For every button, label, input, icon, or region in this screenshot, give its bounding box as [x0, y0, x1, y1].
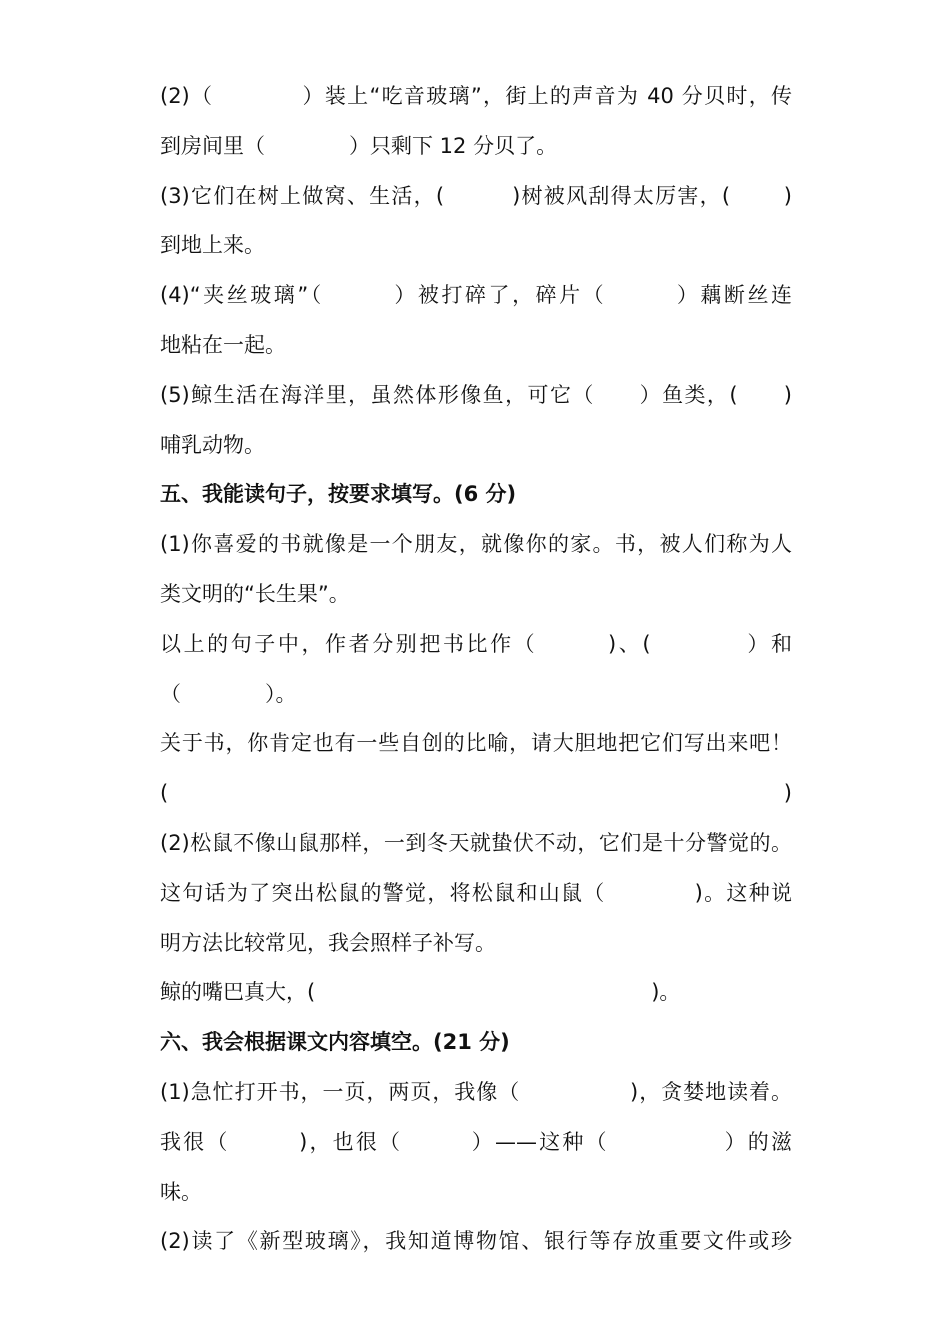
text-line — [160, 968, 792, 1018]
text-line — [160, 271, 792, 321]
line-text: ( ) — [160, 781, 792, 806]
line-text: 到房间里（ ）只剩下 12 分贝了。 — [160, 133, 558, 158]
text-line — [160, 819, 792, 869]
worksheet-page — [160, 72, 792, 1267]
line-text: 哺乳动物。 — [160, 432, 265, 457]
text-line — [160, 1217, 792, 1267]
line-text: (2)松鼠不像山鼠那样，一到冬天就蛰伏不动，它们是十分警觉的。 — [160, 830, 792, 855]
text-line — [160, 421, 792, 471]
text-line — [160, 670, 792, 720]
line-text: (1)你喜爱的书就像是一个朋友，就像你的家。书，被人们称为人 — [160, 532, 792, 557]
line-text: （ ）。 — [160, 681, 297, 706]
line-text: (1)急忙打开书，一页，两页，我像（ )，贪婪地读着。 — [160, 1079, 792, 1104]
section-heading — [160, 470, 792, 520]
line-text: 六、我会根据课文内容填空。(21 分) — [160, 1030, 510, 1055]
line-text: 这句话为了突出松鼠的警觉，将松鼠和山鼠（ )。这种说 — [160, 880, 792, 905]
text-line — [160, 371, 792, 421]
text-line — [160, 620, 792, 670]
line-text: 到地上来。 — [160, 233, 265, 258]
line-text: 关于书，你肯定也有一些自创的比喻，请大胆地把它们写出来吧！ — [160, 731, 792, 756]
text-line — [160, 719, 792, 769]
line-text: 明方法比较常见，我会照样子补写。 — [160, 930, 496, 955]
text-line — [160, 570, 792, 620]
text-line — [160, 769, 792, 819]
text-line — [160, 221, 792, 271]
line-text: 五、我能读句子，按要求填写。(6 分) — [160, 482, 517, 507]
text-line — [160, 520, 792, 570]
line-text: (2)（ ）装上“吃音玻璃”，街上的声音为 40 分贝时，传 — [160, 84, 792, 108]
text-line — [160, 919, 792, 969]
text-line — [160, 869, 792, 919]
text-line — [160, 321, 792, 371]
section-heading — [160, 1018, 792, 1068]
line-text: (5)鲸生活在海洋里，虽然体形像鱼，可它（ ）鱼类，( ) — [160, 382, 792, 407]
line-text: 地粘在一起。 — [160, 332, 286, 357]
text-line — [160, 172, 792, 222]
text-line — [160, 1168, 792, 1218]
text-line — [160, 1118, 792, 1168]
line-text: (3)它们在树上做窝、生活，( )树被风刮得太厉害，( ) — [160, 183, 792, 208]
line-text: (4)“夹丝玻璃”（ ）被打碎了，碎片（ ）藕断丝连 — [160, 283, 792, 308]
line-text: (2)读了《新型玻璃》，我知道博物馆、银行等存放重要文件或珍 — [160, 1229, 792, 1254]
line-text: 鲸的嘴巴真大，( )。 — [160, 980, 681, 1005]
line-text: 以上的句子中，作者分别把书比作（ )、( ）和 — [160, 631, 792, 656]
text-line — [160, 122, 792, 172]
line-text: 味。 — [160, 1179, 202, 1204]
text-line — [160, 1068, 792, 1118]
line-text: 我很（ )，也很（ ）——这种（ ）的滋 — [160, 1129, 792, 1154]
text-line — [160, 72, 792, 122]
line-text: 类文明的“长生果”。 — [160, 581, 350, 606]
